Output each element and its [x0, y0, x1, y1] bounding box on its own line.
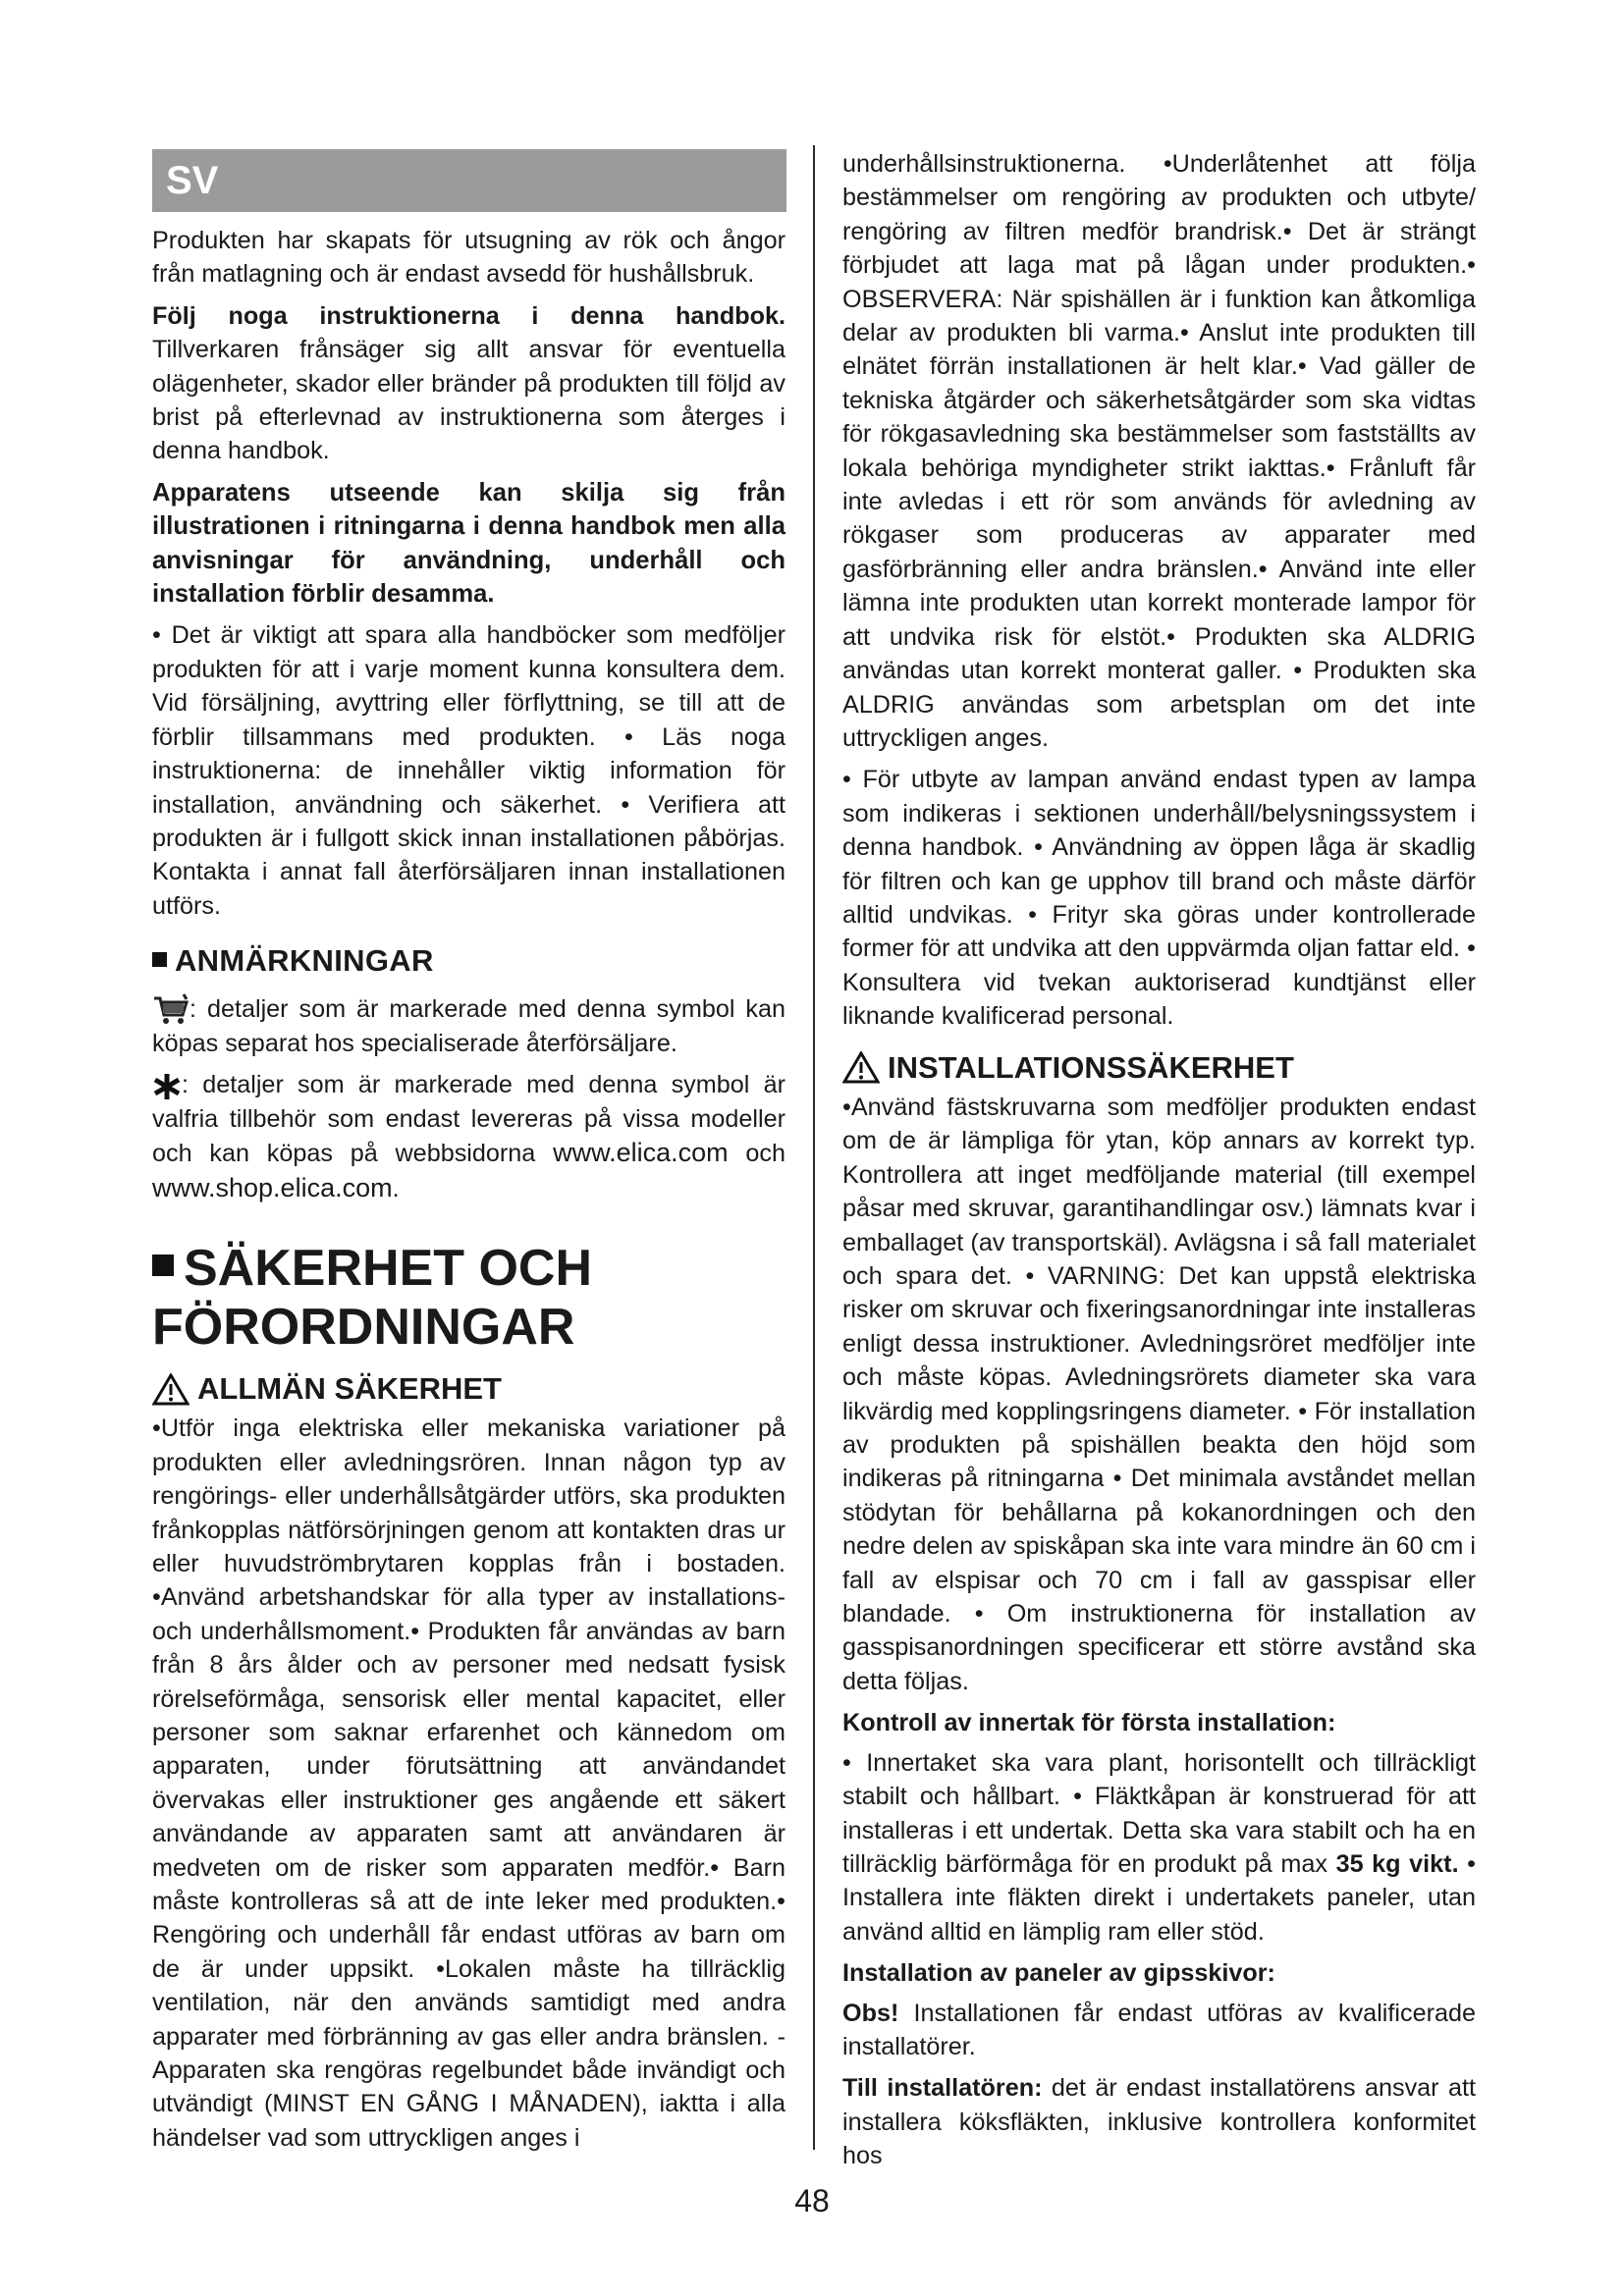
intro-paragraph-1: Produkten har skapats för utsugning av rök och ångor från matlagning och är endast avsedd för hushållsbruk. [152, 227, 785, 289]
obs-paragraph [842, 1997, 1476, 2064]
page-number: 48 [794, 2183, 830, 2218]
obs-text: Installationen får endast utföras av kvalificerade installatörer. [842, 1999, 1476, 2060]
notes-heading-text: ANMÄRKNINGAR [175, 943, 434, 979]
note-star-text: : detaljer som är markerade med denna symbol är valfria tillbehör som endast levereras på vissa modeller och kan köpas på webbsidorna [152, 1071, 785, 1168]
general-safety-heading [152, 1372, 785, 1406]
warning-icon [152, 1373, 189, 1406]
note-period: . [392, 1174, 400, 1202]
intro-paragraph-2 [152, 299, 785, 468]
intro-paragraph-3: Apparatens utseende kan skilja sig från illustrationen i ritningarna i denna handbok men alla anvisningar för användning, underhåll och installation förblir desamma. [152, 478, 785, 609]
safety-heading-line-1: SÄKERHET OCH [184, 1239, 593, 1297]
safety-continued-paragraph: underhållsinstruktionerna. •Underlåtenhet att följa bestämmelser om rengöring av produkten och utbyte/ rengöring av filtren medför brandrisk.• Det är strängt förbjudet att laga mat på lågan under produkten.• OBSERVERA: När spishällen är i funktion kan åtkomliga delar av produkten bli varma.• Anslut inte produkten till elnätet förrän installationen är helt klar.• Vad gäller de tekniska åtgärder och säkerhetsåtgärder som ska vidtas för rökgasavledning ska bestämmelser som fastställts av lokala behöriga myndigheter strikt iakttas.• Frånluft får inte avledas i ett rör som används för avledning av rökgaser som produceras av apparater med gasförbränning eller andra bränslen.• Använd inte eller lämna inte produkten utan korrekt monterade lampor för att undvika risk för elstöt.• Produkten ska ALDRIG användas utan korrekt monterat galler. • Produkten ska ALDRIG användas som arbetsplan om det inte uttryckligen anges. [842, 150, 1476, 752]
website-link[interactable]: www.elica.com [553, 1138, 729, 1168]
column-divider [813, 145, 815, 2150]
installer-label: Till installatören: [842, 2074, 1043, 2103]
asterisk-icon [152, 1072, 182, 1101]
installer-text: det är endast installatörens ansvar att installera köksfläkten, inklusive kontrollera konformitet hos [842, 2074, 1476, 2170]
intro-text: Tillverkaren frånsäger sig allt ansvar för eventuella olägenheter, skador eller bränder på produkten till följd av brist på efterlevnad av instruktionerna som återges i denna handbok. [152, 336, 785, 465]
general-safety-heading-text: ALLMÄN SÄKERHET [197, 1370, 502, 1406]
shopping-cart-icon [152, 993, 189, 1027]
installation-safety-text: •Använd fästskruvarna som medföljer produkten endast om de är lämpliga för ytan, köp annars av korrekt typ. Kontrollera att inget medföljande material (till exempel påsar med skruvar, garantihandlingar osv.) lämnats kvar i emballaget (av transportskäl). Avlägsna i så fall materialet och spara det. • VARNING: Det kan uppstå elektriska risker om skruvar och fixeringsanordningar inte installeras enligt dessa instruktioner. Avledningsröret medföljer inte och måste köpas. Avledningsrörets diameter ska vara likvärdig med kopplingsringens diameter. • För installation av produkten på spishällen beakta den höjd som indikeras på ritningarna • Det minimala avståndet mellan stödytan för behållarna på kokanordningen och den nedre delen av spiskåpan ska inte vara mindre än 60 cm i fall av elspisar och 70 cm i fall av gasspisar eller blandade. • Om instruktionerna för installation av gasspisanordningen specificerar ett större avstånd ska detta följas. [842, 1093, 1476, 1695]
installation-safety-heading-text: INSTALLATIONSSÄKERHET [888, 1049, 1294, 1085]
left-column [152, 145, 785, 2163]
note-star [152, 1068, 785, 1205]
lamp-paragraph: • För utbyte av lampan använd endast typen av lampa som indikeras i sektionen underhåll/belysningssystem i denna handbok. • Användning av öppen låga är skadlig för filtren och kan ge upphov till brand och måste därför alltid undvikas. • Frityr ska göras under kontrollerade former för att undvika att den uppvärmda oljan fattar eld. • Konsultera vid tvekan auktoriserad kundtjänst eller liknande kvalificerad personal. [842, 766, 1476, 1031]
ceiling-check-text [842, 1746, 1476, 1949]
general-safety-text: •Utför inga elektriska eller mekaniska variationer på produkten eller avledningsrören. Innan någon typ av rengörings- eller underhållsåtgärder utförs, ska produkten frånkopplas nätförsörjningen genom att kontakten dras ur eller huvudströmbrytaren kopplas från i bostaden. •Använd arbetshandskar för alla typer av installations- och underhållsmoment.• Produkten får användas av barn från 8 års ålder och av personer med nedsatt fysisk rörelseförmåga, sensorisk eller mental kapacitet, eller personer som saknar erfarenhet och kännedom om apparaten, under förutsättning att användandet övervakas eller instruktioner ges angående ett säkert användande av apparaten samt att användaren är medveten om de risker som apparaten medför.• Barn måste kontrolleras så att de inte leker med produkten.• Rengöring och underhåll får endast utföras av barn om de är under uppsikt. •Lokalen måste ha tillräcklig ventilation, när den används samtidigt med andra apparater med förbränning av gas eller andra bränslen. - Apparaten ska rengöras regelbundet både invändigt och utvändigt (MINST EN GÅNG I MÅNADEN), iaktta i alla händelser vad som uttryckligen anges i [152, 1415, 785, 2152]
right-column [842, 147, 1476, 2181]
installation-safety-heading [842, 1051, 1476, 1085]
shop-website-link[interactable]: www.shop.elica.com [152, 1172, 393, 1202]
notes-heading [152, 944, 785, 978]
safety-heading [152, 1239, 785, 1357]
intro-paragraph-4: • Det är viktigt att spara alla handböcker som medföljer produkten för att i varje moment kunna konsultera dem. Vid försäljning, avyttring eller förflyttning, se till att de förblir tillsammans med produkten. • Läs noga instruktionerna: de innehåller viktig information för installation, användning och säkerhet. • Verifiera att produkten är i fullgott skick innan installationen påbörjas. Kontakta i annat fall återförsäljaren innan installationen utförs. [152, 621, 785, 920]
ceiling-check-heading: Kontroll av innertak för första installation: [842, 1709, 1336, 1737]
ceiling-text-a: • Innertaket ska vara plant, horisontellt och tillräckligt stabilt och hållbart. • Fläktkåpan är konstruerad för att installeras i ett undertak. Detta ska vara stabilt och ha en tillräcklig bärförmåga för en produkt på max [842, 1748, 1476, 1878]
note-cart [152, 992, 785, 1061]
installer-paragraph [842, 2071, 1476, 2172]
intro-bold-lead: Följ noga instruktionerna i denna handbok. [152, 301, 785, 330]
safety-heading-line-2: FÖRORDNINGAR [152, 1298, 575, 1356]
note-and: och [728, 1140, 785, 1168]
note-cart-text: : detaljer som är markerade med denna symbol kan köpas separat hos specialiserade återförsäljare. [152, 994, 785, 1057]
warning-icon [842, 1051, 880, 1084]
ceiling-text-b: • Installera inte fläkten direkt i undertakets paneler, utan använd alltid en lämplig ram eller stöd. [842, 1849, 1476, 1946]
language-code: SV [166, 159, 219, 202]
obs-label: Obs! [842, 1999, 899, 2027]
square-bullet-icon [152, 1255, 174, 1276]
panels-heading: Installation av paneler av gipsskivor: [842, 1959, 1275, 1988]
ceiling-weight: 35 kg vikt. [1335, 1849, 1459, 1878]
square-bullet-icon [152, 952, 167, 967]
